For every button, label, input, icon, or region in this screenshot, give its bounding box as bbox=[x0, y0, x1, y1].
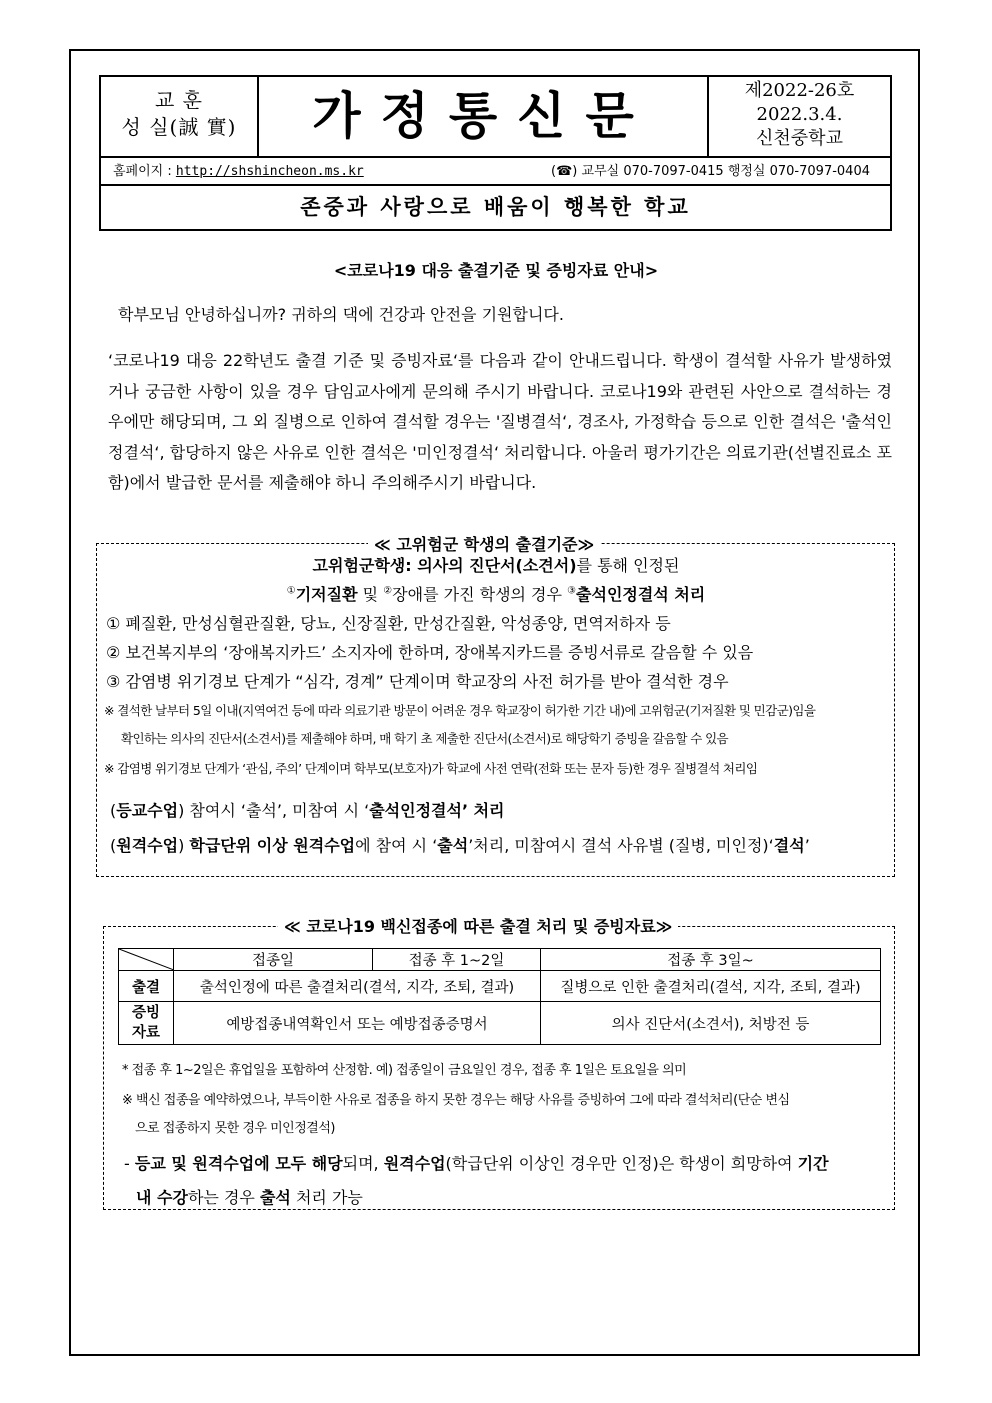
high-risk-line1-bold: 고위험군학생: 의사의 진단서(소견서) bbox=[312, 556, 577, 575]
text: ’ bbox=[804, 836, 810, 855]
footnote-2a: ※ 백신 접종을 예약하였으나, 부득이한 사유로 접종을 하지 못한 경우는 해당 사유를 증빙하여 그에 따라 결석처리(단순 변심 bbox=[122, 1093, 790, 1108]
text-bold: 등교 및 원격수업에 모두 해당 bbox=[134, 1154, 343, 1173]
text-bold: 출석 bbox=[259, 1188, 291, 1207]
text: ’처리, 미참여시 결석 사유별 (질병, 미인정)‘ bbox=[468, 836, 774, 855]
high-risk-line1-rest: 를 통해 인정된 bbox=[576, 556, 680, 575]
text-bold: 기간 bbox=[797, 1154, 829, 1173]
mark-2: ② bbox=[383, 585, 393, 597]
table-cell: 예방접종내역확인서 또는 예방접종증명서 bbox=[174, 1002, 541, 1045]
text-bold: 출석 bbox=[437, 836, 469, 855]
text: (학급단위 이상인 경우만 인정)은 학생이 희망하여 bbox=[445, 1154, 798, 1173]
text-bold: 원격수업 bbox=[383, 1154, 446, 1173]
header-top-row bbox=[101, 77, 890, 158]
vaccine-table bbox=[118, 948, 881, 1045]
vaccine-title: ≪ 코로나19 백신접종에 따른 출결 처리 및 증빙자료≫ bbox=[278, 914, 678, 937]
text-bold: ’ 처리 bbox=[461, 801, 505, 820]
issue-info bbox=[707, 77, 890, 156]
text: ) bbox=[178, 836, 190, 855]
text-bold: 결석 bbox=[773, 836, 805, 855]
text: ) 참여시 ‘출석’, 미참여 시 ‘ bbox=[178, 801, 370, 820]
greeting: 학부모님 안녕하십니까? 귀하의 댁에 건강과 안전을 기원합니다. bbox=[118, 305, 564, 324]
issue-date: 2022.3.4. bbox=[756, 104, 843, 125]
table-row bbox=[119, 1002, 881, 1045]
header-cell: 접종 후 3일~ bbox=[541, 949, 881, 971]
online-class-attendance bbox=[110, 833, 810, 856]
header-cell: 접종일 bbox=[174, 949, 373, 971]
text: 되며, bbox=[342, 1154, 384, 1173]
footnote-1: * 접종 후 1~2일은 휴업일을 포함하여 산정함. 예) 접종일이 금요일인 경우, 접종 후 1일은 토요일을 의미 bbox=[122, 1063, 687, 1078]
text: ( bbox=[110, 801, 117, 820]
row-label bbox=[119, 1002, 174, 1045]
text: ( bbox=[110, 836, 117, 855]
note-1a: ※ 결석한 날부터 5일 이내(지역여건 등에 따라 의료기관 방문이 어려운 경우 학교장이 허가한 기간 내)에 고위험군(기저질환 및 민감군)임을 bbox=[104, 703, 816, 718]
text-bold: 출석인정결석 bbox=[369, 801, 462, 820]
footnote-2b: 으로 접종하지 못한 경우 미인정결석) bbox=[135, 1121, 335, 1136]
table-cell: 출석인정에 따른 출결처리(결석, 지각, 조퇴, 결과) bbox=[174, 971, 541, 1002]
motto-line2: 성 실(誠 實) bbox=[121, 115, 237, 139]
high-risk-line2 bbox=[0, 582, 992, 605]
mark-3: ③ bbox=[567, 585, 577, 597]
disability: 장애를 가진 학생의 경우 bbox=[392, 585, 568, 604]
basic-disease: 기저질환 bbox=[295, 585, 358, 604]
homepage bbox=[113, 158, 364, 185]
notice-body: ‘코로나19 대응 22학년도 출결 기준 및 증빙자료‘를 다음과 같이 안내드립니다. 학생이 결석할 사유가 발생하였거나 궁금한 사항이 있을 경우 담임교사에게 문의해 주시기 바랍니다. 코로나19와 관련된 사안으로 결석하는 경우에만 해당되며, 그 외 질병으로 인하여 결석할 경우는 '질병결석‘, 경조사, 가정학습 등으로 인한 결석은 '출석인정결석‘, 합당하지 않은 사유로 인한 결석은 '미인정결석‘ 처리합니다. 아울러 평가기간은 의료기관(선별진료소 포함)에서 발급한 문서를 제출해야 하니 주의해주시기 바랍니다. bbox=[108, 351, 892, 492]
list-item: ① 폐질환, 만성심혈관질환, 당뇨, 신장질환, 만성간질환, 악성종양, 면역저하자 등 bbox=[106, 614, 671, 633]
header-cell: 접종 후 1~2일 bbox=[373, 949, 541, 971]
school-slogan: 존중과 사랑으로 배움이 행복한 학교 bbox=[300, 195, 691, 219]
mark-1: ① bbox=[286, 585, 296, 597]
diagonal-cell bbox=[119, 949, 174, 971]
remote-class-note-line2 bbox=[136, 1185, 363, 1208]
table-cell: 의사 진단서(소견서), 처방전 등 bbox=[541, 1002, 881, 1045]
newsletter-title: 가정통신문 bbox=[312, 87, 654, 145]
list-item: ② 보건복지부의 ‘장애복지카드’ 소지자에 한하며, 장애복지카드를 증빙서류로 갈음할 수 있음 bbox=[106, 643, 754, 662]
motto-line1: 교 훈 bbox=[155, 88, 203, 112]
contact-row bbox=[101, 158, 890, 186]
line2-and: 및 bbox=[357, 585, 384, 604]
list-item: ③ 감염병 위기경보 단계가 “심각, 경계” 단계이며 학교장의 사전 허가를 받아 결석한 경우 bbox=[106, 672, 729, 691]
table-row bbox=[119, 971, 881, 1002]
school-motto bbox=[101, 77, 259, 156]
diagonal-line bbox=[119, 949, 174, 970]
remote-class-note-line1 bbox=[124, 1151, 829, 1174]
note-2: ※ 감염병 위기경보 단계가 ‘관심, 주의’ 단계이며 학부모(보호자)가 학교에 사전 연락(전화 또는 문자 등)한 경우 질병결석 처리임 bbox=[104, 761, 758, 776]
newsletter-header bbox=[99, 75, 892, 231]
row-label-line: 자료 bbox=[131, 1025, 160, 1041]
telephone-info: (☎) 교무실 070-7097-0415 행정실 070-7097-0404 bbox=[551, 164, 870, 179]
table-header-row bbox=[119, 949, 881, 971]
homepage-link[interactable]: http://shshincheon.ms.kr bbox=[175, 164, 364, 179]
notice-title: <코로나19 대응 출결기준 및 증빙자료 안내> bbox=[333, 261, 659, 280]
row-label-line: 증빙 bbox=[131, 1005, 160, 1021]
text: 처리 가능 bbox=[290, 1188, 363, 1207]
text-bold: 등교수업 bbox=[116, 801, 179, 820]
text-bold: 내 수강 bbox=[136, 1188, 188, 1207]
note-1b: 확인하는 의사의 진단서(소견서)를 제출해야 하며, 매 학기 초 제출한 진단서(소견서)로 해당학기 증빙을 갈음할 수 있음 bbox=[121, 731, 729, 746]
text-bold: 학급단위 이상 원격수업 bbox=[189, 836, 356, 855]
offline-class-attendance bbox=[110, 798, 505, 821]
row-label: 출결 bbox=[119, 971, 174, 1002]
table-cell: 질병으로 인한 출결처리(결석, 지각, 조퇴, 결과) bbox=[541, 971, 881, 1002]
text: - bbox=[124, 1154, 135, 1173]
text-bold: 원격수업 bbox=[116, 836, 179, 855]
high-risk-line1 bbox=[0, 553, 992, 576]
homepage-label: 홈페이지 : bbox=[113, 164, 176, 179]
issue-number: 제2022-26호 bbox=[744, 80, 855, 101]
text: 하는 경우 bbox=[187, 1188, 260, 1207]
high-risk-title: ≪ 고위험군 학생의 출결기준≫ bbox=[368, 532, 600, 555]
school-name: 신천중학교 bbox=[756, 128, 843, 149]
text: 에 참여 시 ‘ bbox=[355, 836, 438, 855]
attendance-approved: 출석인정결석 처리 bbox=[576, 585, 706, 604]
